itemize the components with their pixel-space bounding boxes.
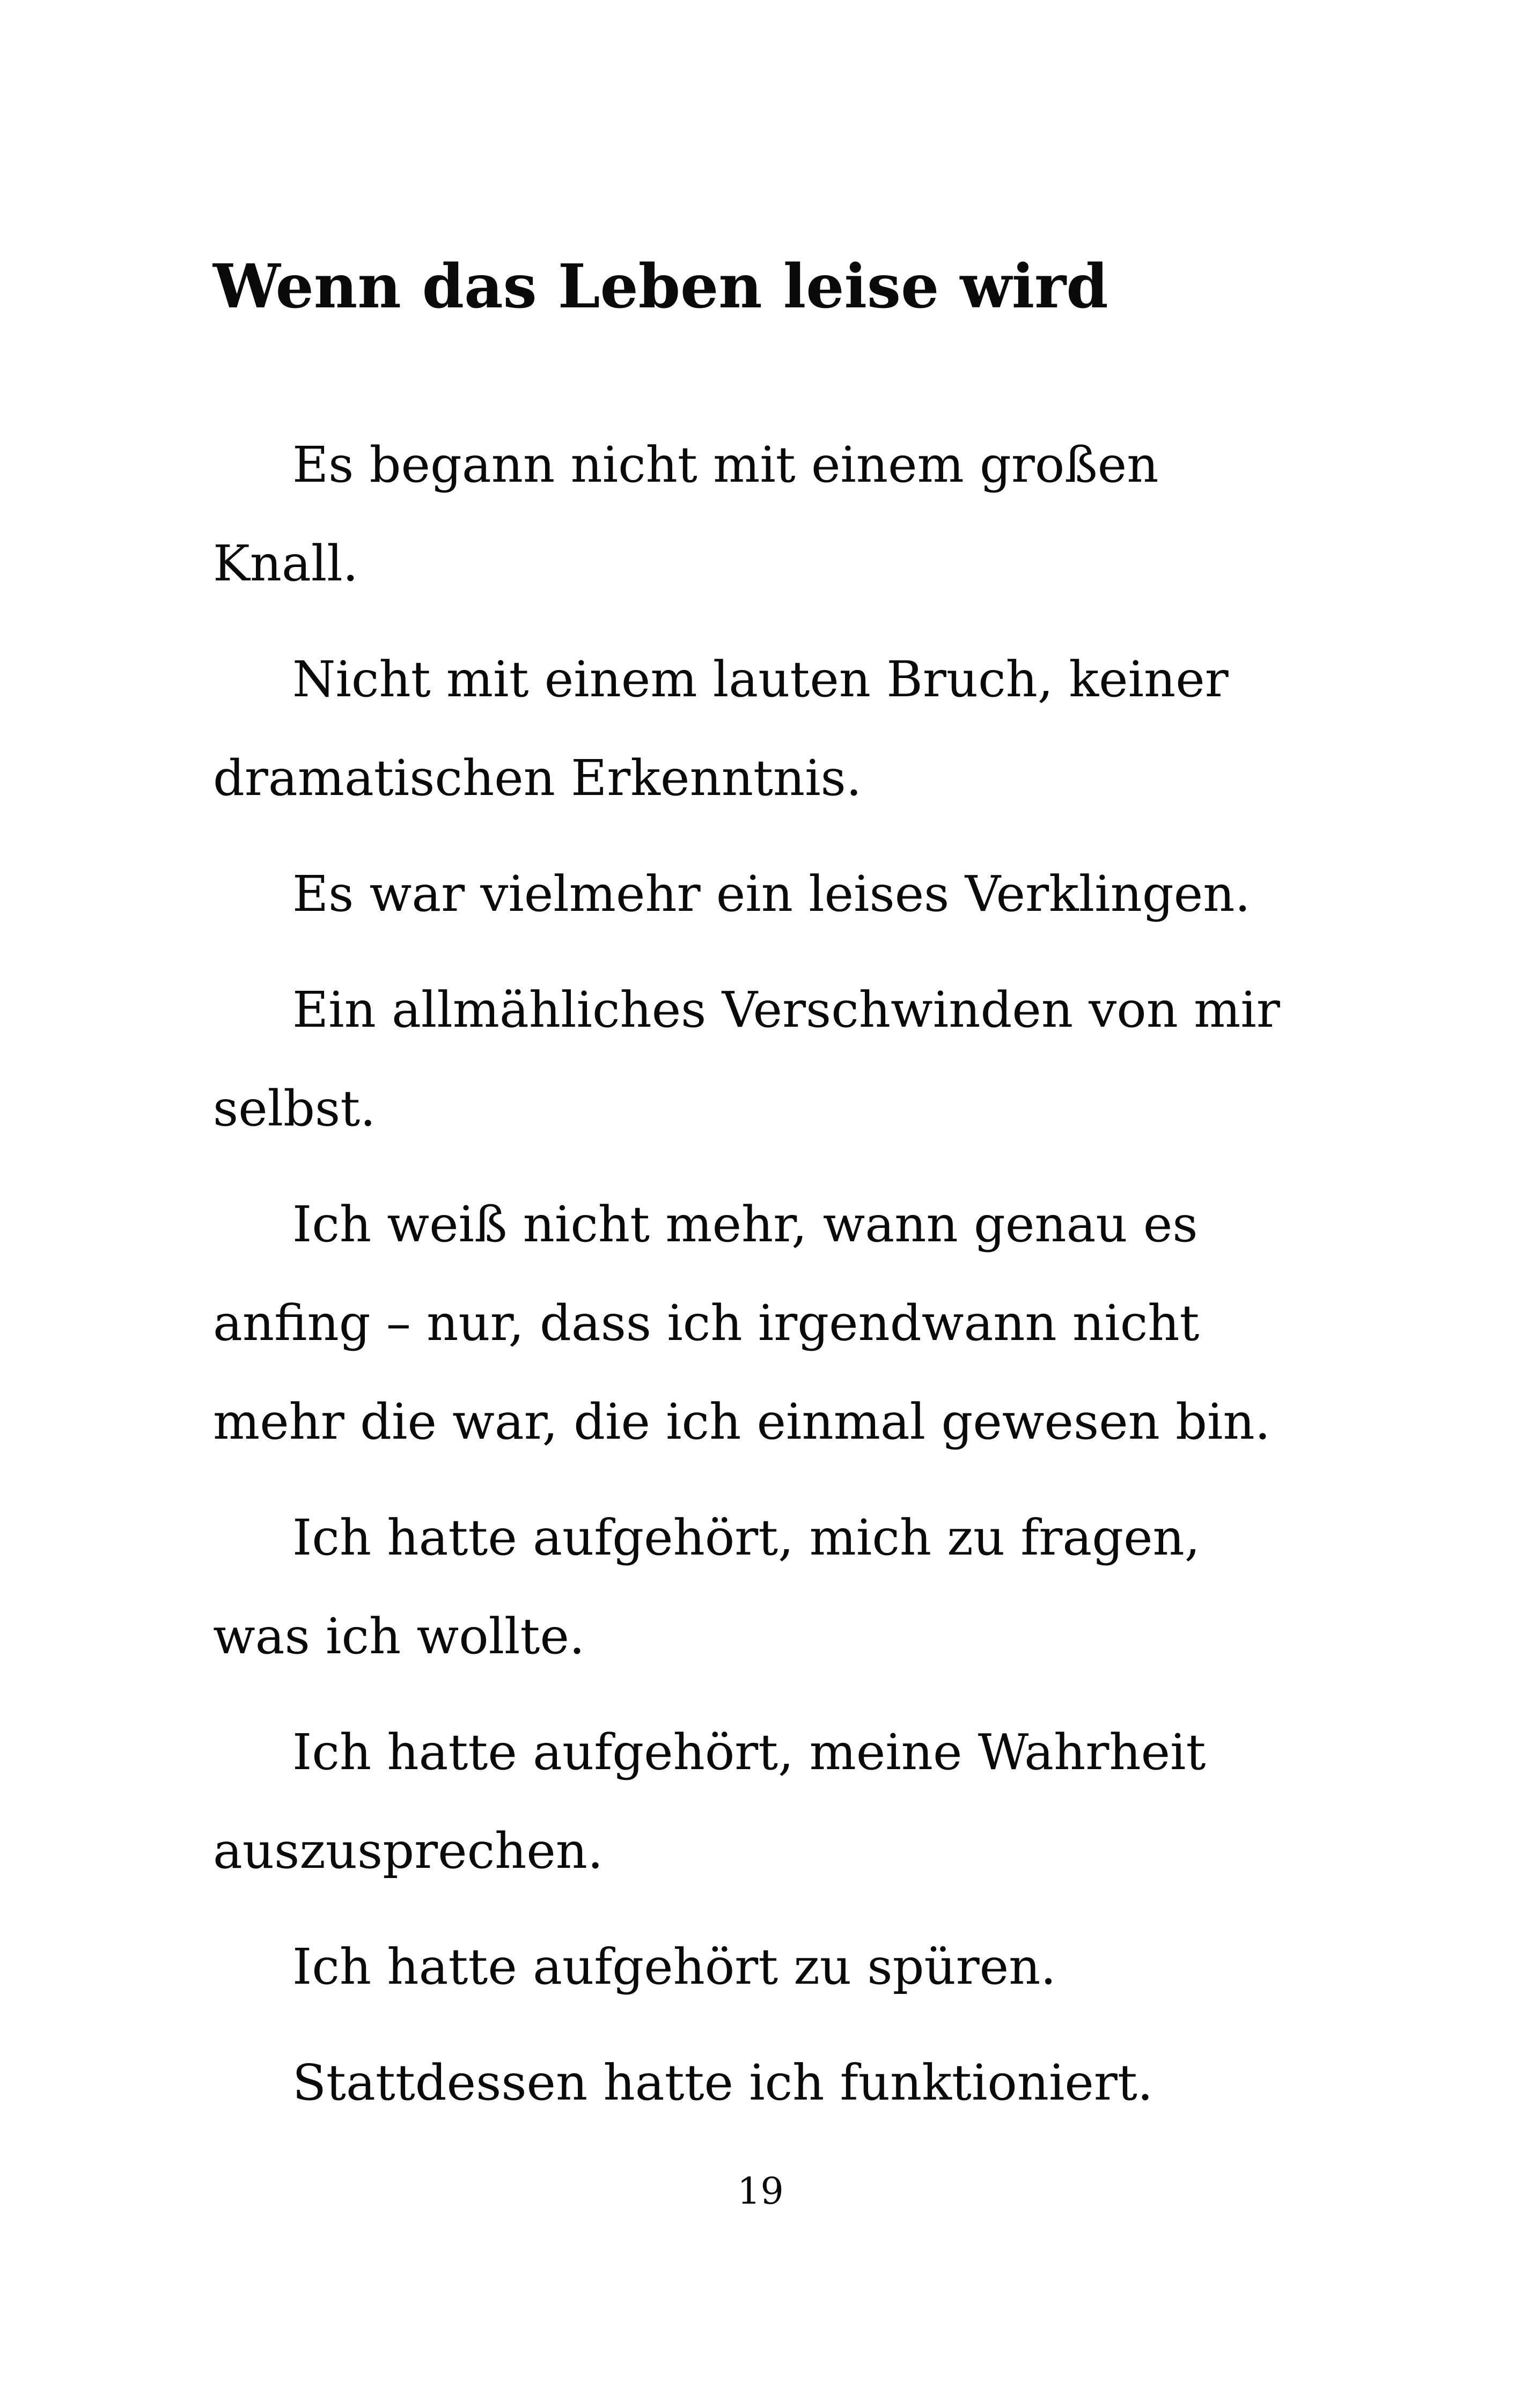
- paragraph: Nicht mit einem lauten Bruch, keiner dramatischen Erkenntnis.: [213, 651, 1229, 807]
- paragraph: Ich hatte aufgehört, meine Wahrheit auszusprechen.: [213, 1724, 1206, 1880]
- paragraph: Stattdessen hatte ich funktioniert.: [292, 2054, 1153, 2111]
- paragraph: Es begann nicht mit einem großen Knall.: [213, 436, 1159, 592]
- chapter-body: [213, 416, 1313, 2149]
- chapter-title: Wenn das Leben leise wird: [213, 252, 1108, 322]
- page-number: 19: [737, 2170, 784, 2213]
- paragraph: Ich hatte aufgehört, mich zu fragen, was ich wollte.: [213, 1509, 1201, 1665]
- paragraph: Ich weiß nicht mehr, wann genau es anfing – nur, dass ich irgendwann nicht mehr die war, die ich einmal gewesen bin.: [213, 1196, 1270, 1450]
- paragraph: Ich hatte aufgehört zu spüren.: [292, 1938, 1056, 1995]
- paragraph: Es war vielmehr ein leises Verklingen.: [292, 865, 1251, 923]
- paragraph: Ein allmähliches Verschwinden von mir selbst.: [213, 981, 1280, 1137]
